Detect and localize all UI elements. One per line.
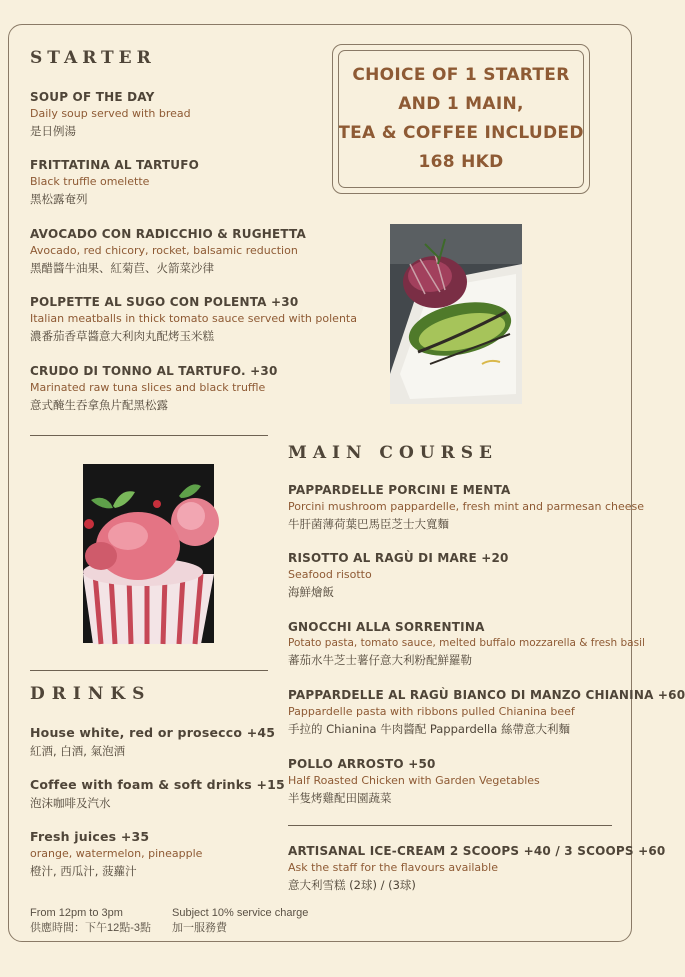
item-cn: 意大利雪糕 (2球) / (3球) <box>288 878 416 892</box>
item-cn: 手拉的 Chianina 牛肉醬配 Pappardella 絲帶意大利麵 <box>288 722 570 736</box>
promo-price: 168 HKD <box>418 152 504 172</box>
item-cn: 橙汁, 西瓜汁, 菠蘿汁 <box>30 864 137 878</box>
item-desc: Half Roasted Chicken with Garden Vegetables <box>288 774 540 787</box>
promo-box <box>332 44 590 194</box>
item-desc: Potato pasta, tomato sauce, melted buffalo mozzarella & fresh basil <box>288 637 645 649</box>
main-item <box>288 551 509 600</box>
item-cn: 濃番茄香草醬意大利肉丸配烤玉米糕 <box>30 329 214 343</box>
item-name: FRITTATINA AL TARTUFO <box>30 158 200 172</box>
item-name: House white, red or prosecco +45 <box>30 725 276 740</box>
item-cn: 是日例湯 <box>30 124 76 138</box>
item-desc: Ask the staff for the flavours available <box>288 861 498 874</box>
main-item <box>288 688 685 737</box>
ice-cream-photo <box>83 464 214 643</box>
drink-item <box>30 777 285 811</box>
item-desc: Marinated raw tuna slices and black truffle <box>30 381 266 394</box>
item-cn: 意式醃生吞拿魚片配黑松露 <box>30 398 168 412</box>
item-desc: Seafood risotto <box>288 568 372 581</box>
dessert-item <box>288 844 665 893</box>
starter-item <box>30 295 357 344</box>
charge-en: Subject 10% service charge <box>172 907 309 919</box>
item-name: ARTISANAL ICE-CREAM 2 SCOOPS +40 / 3 SCOOPS +60 <box>288 844 666 858</box>
item-cn: 牛肝菌薄荷葉巴馬臣芝士大寬麵 <box>288 517 449 531</box>
promo-line: AND 1 MAIN, <box>398 94 524 114</box>
item-name: POLLO ARROSTO +50 <box>288 757 436 771</box>
item-desc: Black truffle omelette <box>30 175 150 188</box>
divider <box>288 825 612 826</box>
drink-item <box>30 829 202 879</box>
item-desc: Pappardelle pasta with ribbons pulled Chianina beef <box>288 705 575 718</box>
item-name: PAPPARDELLE PORCINI E MENTA <box>288 483 511 497</box>
item-cn: 半隻烤雞配田園蔬菜 <box>288 791 392 805</box>
item-cn: 黑松露奄列 <box>30 192 88 206</box>
hours-cn: 供應時間：下午12點-3點 <box>30 922 152 934</box>
item-name: AVOCADO CON RADICCHIO & RUGHETTA <box>30 227 306 241</box>
item-cn: 泡沫咖啡及汽水 <box>30 796 111 810</box>
item-name: RISOTTO AL RAGÙ DI MARE +20 <box>288 551 509 565</box>
hours-en: From 12pm to 3pm <box>30 907 123 919</box>
item-name: GNOCCHI ALLA SORRENTINA <box>288 620 485 634</box>
item-desc: Porcini mushroom pappardelle, fresh mint and parmesan cheese <box>288 500 644 513</box>
starter-item <box>30 227 306 276</box>
starter-title: STARTER <box>30 48 156 68</box>
item-cn: 紅酒, 白酒, 氣泡酒 <box>30 744 126 758</box>
promo-line: TEA & COFFEE INCLUDED <box>338 123 584 143</box>
item-desc: Italian meatballs in thick tomato sauce served with polenta <box>30 312 357 325</box>
item-name: CRUDO DI TONNO AL TARTUFO. +30 <box>30 364 278 378</box>
starter-item <box>30 158 199 207</box>
avocado-salad-illustration <box>390 224 522 404</box>
item-name: POLPETTE AL SUGO CON POLENTA +30 <box>30 295 299 309</box>
avocado-salad-photo <box>390 224 522 404</box>
divider <box>30 670 268 671</box>
main-item <box>288 483 644 532</box>
main-course-title: MAIN COURSE <box>288 443 498 463</box>
item-cn: 海鮮燴飯 <box>288 585 334 599</box>
item-name: Coffee with foam & soft drinks +15 <box>30 777 285 792</box>
ice-cream-illustration <box>83 464 214 643</box>
main-item <box>288 620 645 668</box>
starter-item <box>30 364 278 413</box>
drinks-title: DRINKS <box>30 684 152 704</box>
charge-cn: 加一服務費 <box>172 922 227 934</box>
starter-item <box>30 90 191 139</box>
promo-line: CHOICE OF 1 STARTER <box>352 65 570 85</box>
divider <box>30 435 268 436</box>
item-name: SOUP OF THE DAY <box>30 90 155 104</box>
main-item <box>288 757 540 806</box>
item-name: Fresh juices +35 <box>30 829 150 844</box>
item-cn: 黑醋醬牛油果、紅菊苣、火箭菜沙律 <box>30 261 214 275</box>
item-name: PAPPARDELLE AL RAGÙ BIANCO DI MANZO CHIANINA +60 <box>288 688 685 702</box>
service-hours <box>30 906 151 936</box>
item-desc: Daily soup served with bread <box>30 107 191 120</box>
item-desc: Avocado, red chicory, rocket, balsamic reduction <box>30 244 298 257</box>
service-charge <box>172 906 308 936</box>
item-desc: orange, watermelon, pineapple <box>30 847 203 860</box>
item-cn: 蕃茄水牛芝士薯仔意大利粉配鮮羅勒 <box>288 653 472 667</box>
drink-item <box>30 725 275 759</box>
